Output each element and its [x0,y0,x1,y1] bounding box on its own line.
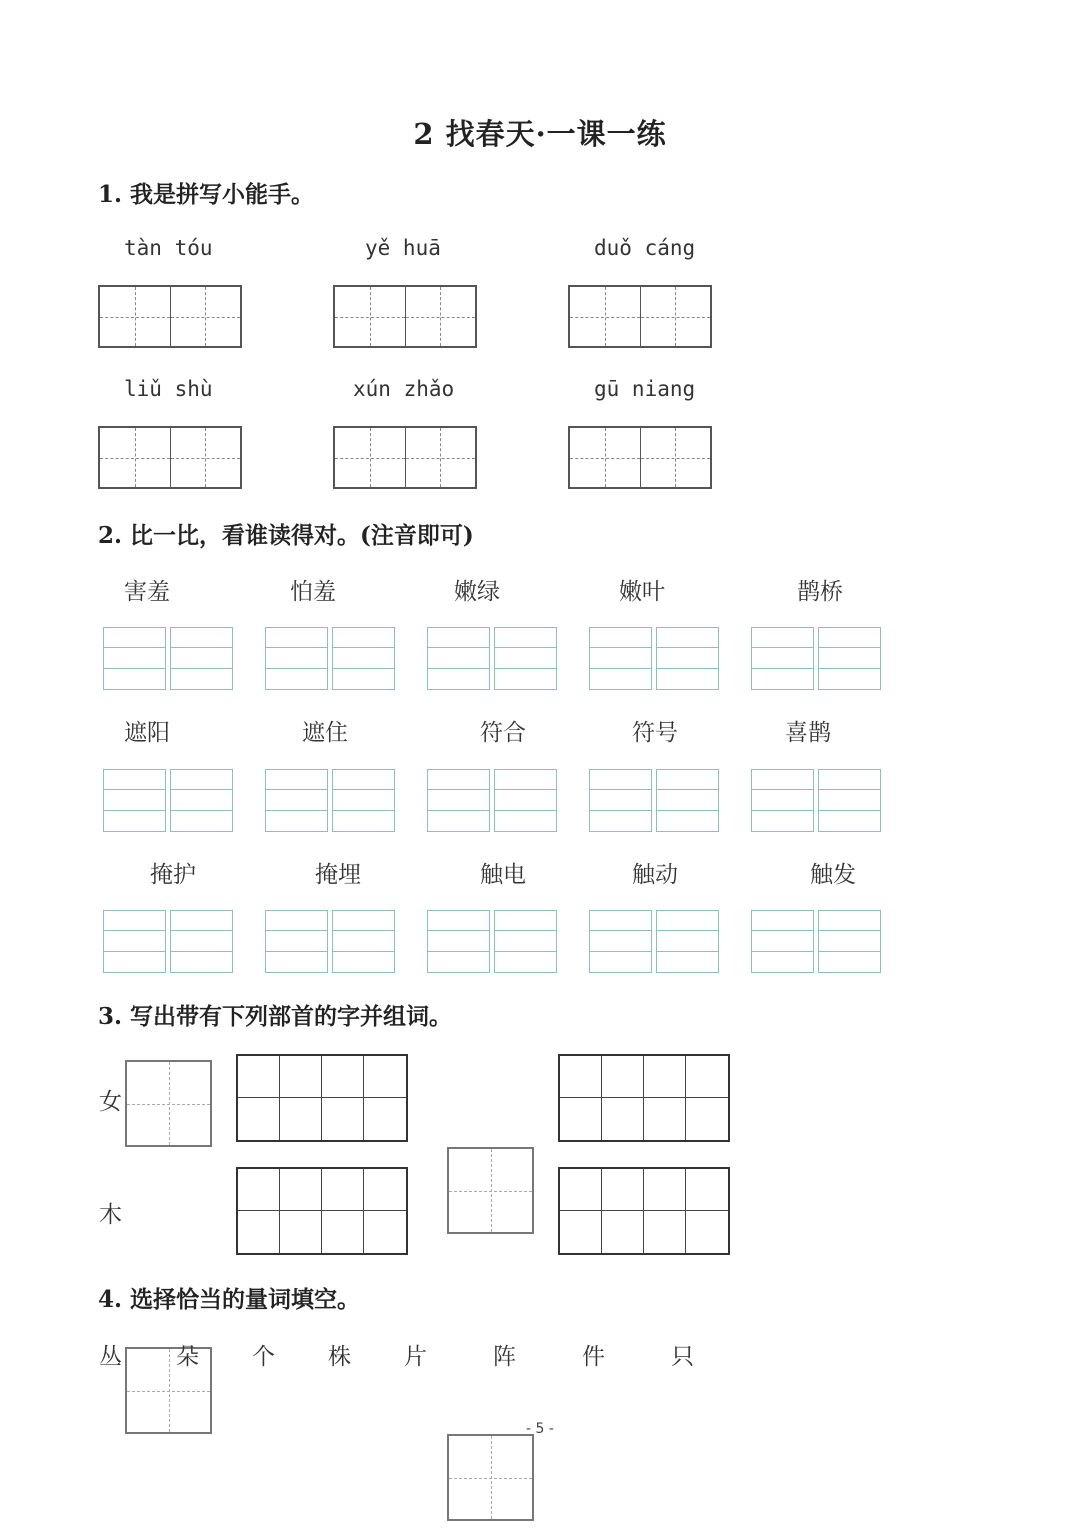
measure-word: 阵 [493,1344,516,1370]
pinyin-grid[interactable] [265,627,395,690]
measure-word: 件 [582,1344,605,1370]
word-label: 触发 [810,862,856,888]
measure-word: 个 [252,1344,275,1370]
pinyin-grid[interactable] [103,910,233,973]
word-label: 鹊桥 [797,579,843,605]
question-1-heading: 1. 我是拼写小能手。 [98,181,315,208]
word-grid[interactable] [236,1054,408,1142]
word-label: 触电 [480,862,526,888]
word-grid[interactable] [558,1167,730,1255]
page-number: - 5 - [526,1421,554,1437]
radical-label: 木 [99,1202,122,1228]
pinyin-grid[interactable] [589,627,719,690]
writing-grid[interactable] [98,285,242,348]
writing-grid[interactable] [568,285,712,348]
character-box[interactable] [447,1434,534,1521]
writing-grid[interactable] [98,426,242,489]
character-box[interactable] [125,1060,212,1147]
writing-grid[interactable] [333,426,477,489]
pinyin-grid[interactable] [427,769,557,832]
word-label: 害羞 [124,579,170,605]
measure-word: 株 [328,1344,351,1370]
pinyin-grid[interactable] [751,910,881,973]
word-label: 触动 [632,862,678,888]
page-title: 2 找春天·一课一练 [413,117,667,151]
word-label: 掩护 [150,862,196,888]
pinyin-grid[interactable] [265,910,395,973]
word-grid[interactable] [236,1167,408,1255]
character-box[interactable] [447,1147,534,1234]
radical-label: 女 [99,1089,122,1115]
word-label: 符合 [480,720,526,746]
pinyin-label: liǔ shù [124,377,213,401]
pinyin-grid[interactable] [265,769,395,832]
pinyin-grid[interactable] [427,627,557,690]
writing-grid[interactable] [568,426,712,489]
pinyin-grid[interactable] [103,769,233,832]
word-label: 掩埋 [315,862,361,888]
pinyin-grid[interactable] [589,910,719,973]
pinyin-grid[interactable] [589,769,719,832]
question-4-heading: 4. 选择恰当的量词填空。 [98,1286,361,1313]
word-label: 符号 [632,720,678,746]
pinyin-label: tàn tóu [124,236,213,260]
pinyin-label: xún zhǎo [353,377,455,401]
measure-word: 片 [404,1344,427,1370]
pinyin-label: duǒ cáng [594,236,696,260]
word-label: 遮住 [302,720,348,746]
pinyin-grid[interactable] [103,627,233,690]
pinyin-grid[interactable] [751,769,881,832]
pinyin-grid[interactable] [427,910,557,973]
pinyin-label: gū niang [594,377,696,401]
measure-word: 朵 [176,1344,199,1370]
question-3-heading: 3. 写出带有下列部首的字并组词。 [98,1003,453,1030]
writing-grid[interactable] [333,285,477,348]
word-label: 嫩绿 [454,579,500,605]
pinyin-grid[interactable] [751,627,881,690]
measure-word: 只 [671,1344,694,1370]
word-label: 遮阳 [124,720,170,746]
pinyin-label: yě huā [365,236,441,260]
question-2-heading: 2. 比一比，看谁读得对。(注音即可) [98,522,474,549]
word-label: 喜鹊 [785,720,831,746]
word-label: 怕羞 [290,579,336,605]
word-label: 嫩叶 [619,579,665,605]
measure-word: 丛 [99,1344,122,1370]
word-grid[interactable] [558,1054,730,1142]
